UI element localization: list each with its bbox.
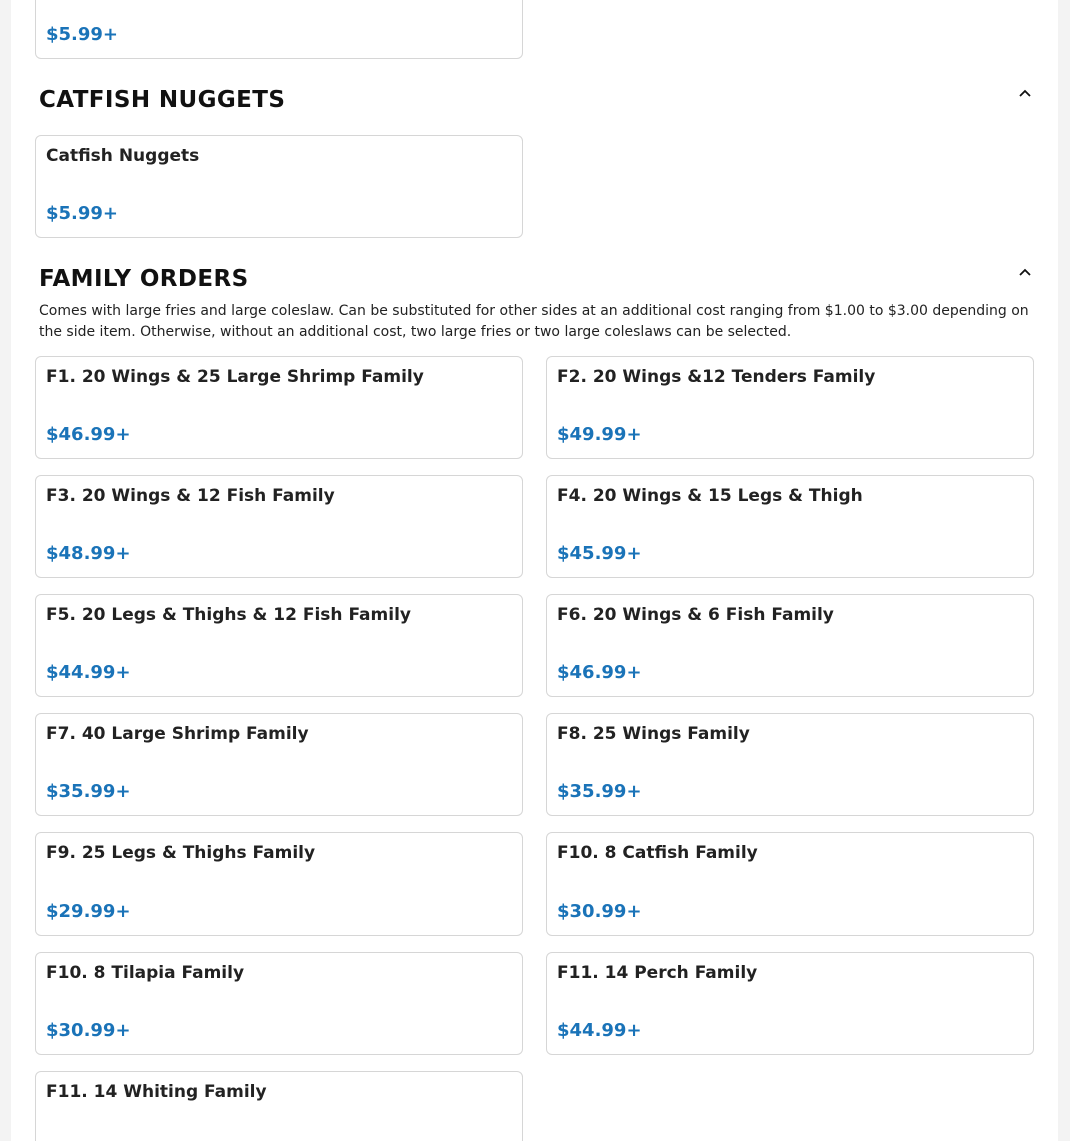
menu-item-card[interactable] <box>546 832 1034 936</box>
item-price: $49.99+ <box>557 424 642 445</box>
item-price: $45.99+ <box>557 543 642 564</box>
menu-item-card[interactable] <box>546 594 1034 697</box>
menu-item-card[interactable] <box>35 356 523 459</box>
item-name: F11. 14 Whiting Family <box>46 1082 267 1102</box>
menu-item-card[interactable] <box>35 1071 523 1141</box>
item-name: F1. 20 Wings & 25 Large Shrimp Family <box>46 367 424 387</box>
item-price: $30.99+ <box>557 901 642 922</box>
item-name: F10. 8 Catfish Family <box>557 843 758 863</box>
section-title: CATFISH NUGGETS <box>39 87 286 113</box>
menu-item-card[interactable] <box>35 135 523 238</box>
item-name: F10. 8 Tilapia Family <box>46 963 245 983</box>
item-name: F8. 25 Wings Family <box>557 724 750 744</box>
menu-item-card[interactable] <box>35 713 523 816</box>
item-name: F7. 40 Large Shrimp Family <box>46 724 309 744</box>
chevron-up-icon[interactable] <box>1017 85 1033 101</box>
menu-item-card[interactable] <box>35 952 523 1055</box>
item-name: F5. 20 Legs & Thighs & 12 Fish Family <box>46 605 411 625</box>
item-price: $5.99+ <box>46 24 119 45</box>
menu-item-card[interactable] <box>546 713 1034 816</box>
item-price: $29.99+ <box>46 901 131 922</box>
item-name: F3. 20 Wings & 12 Fish Family <box>46 486 335 506</box>
section-title: FAMILY ORDERS <box>39 266 249 292</box>
item-name: F6. 20 Wings & 6 Fish Family <box>557 605 834 625</box>
item-name: Catfish Nuggets <box>46 146 200 166</box>
item-name: F9. 25 Legs & Thighs Family <box>46 843 316 863</box>
chevron-up-icon[interactable] <box>1017 264 1033 280</box>
item-price: $44.99+ <box>46 662 131 683</box>
menu-item-card[interactable] <box>35 0 523 59</box>
menu-item-card[interactable] <box>35 594 523 697</box>
item-price: $30.99+ <box>46 1020 131 1041</box>
menu-item-card[interactable] <box>546 952 1034 1055</box>
item-name: F4. 20 Wings & 15 Legs & Thigh <box>557 486 863 506</box>
item-price: $46.99+ <box>557 662 642 683</box>
menu-item-card[interactable] <box>35 832 523 936</box>
menu-page <box>11 0 1058 1141</box>
item-name: F2. 20 Wings &12 Tenders Family <box>557 367 876 387</box>
section-description: Comes with large fries and large coleslaw. Can be substituted for other sides at an additional cost ranging from $1.00 to $3.00 depending on the side item. Otherwise, without an additional cost, two large fries or two large coleslaws can be selected. <box>39 303 1029 340</box>
item-price: $46.99+ <box>46 424 131 445</box>
item-price: $35.99+ <box>46 781 131 802</box>
item-name: F11. 14 Perch Family <box>557 963 758 983</box>
item-price: $48.99+ <box>46 543 131 564</box>
menu-item-card[interactable] <box>35 475 523 578</box>
menu-item-card[interactable] <box>546 356 1034 459</box>
item-price: $35.99+ <box>557 781 642 802</box>
item-price: $5.99+ <box>46 203 119 224</box>
menu-item-card[interactable] <box>546 475 1034 578</box>
item-price: $44.99+ <box>557 1020 642 1041</box>
